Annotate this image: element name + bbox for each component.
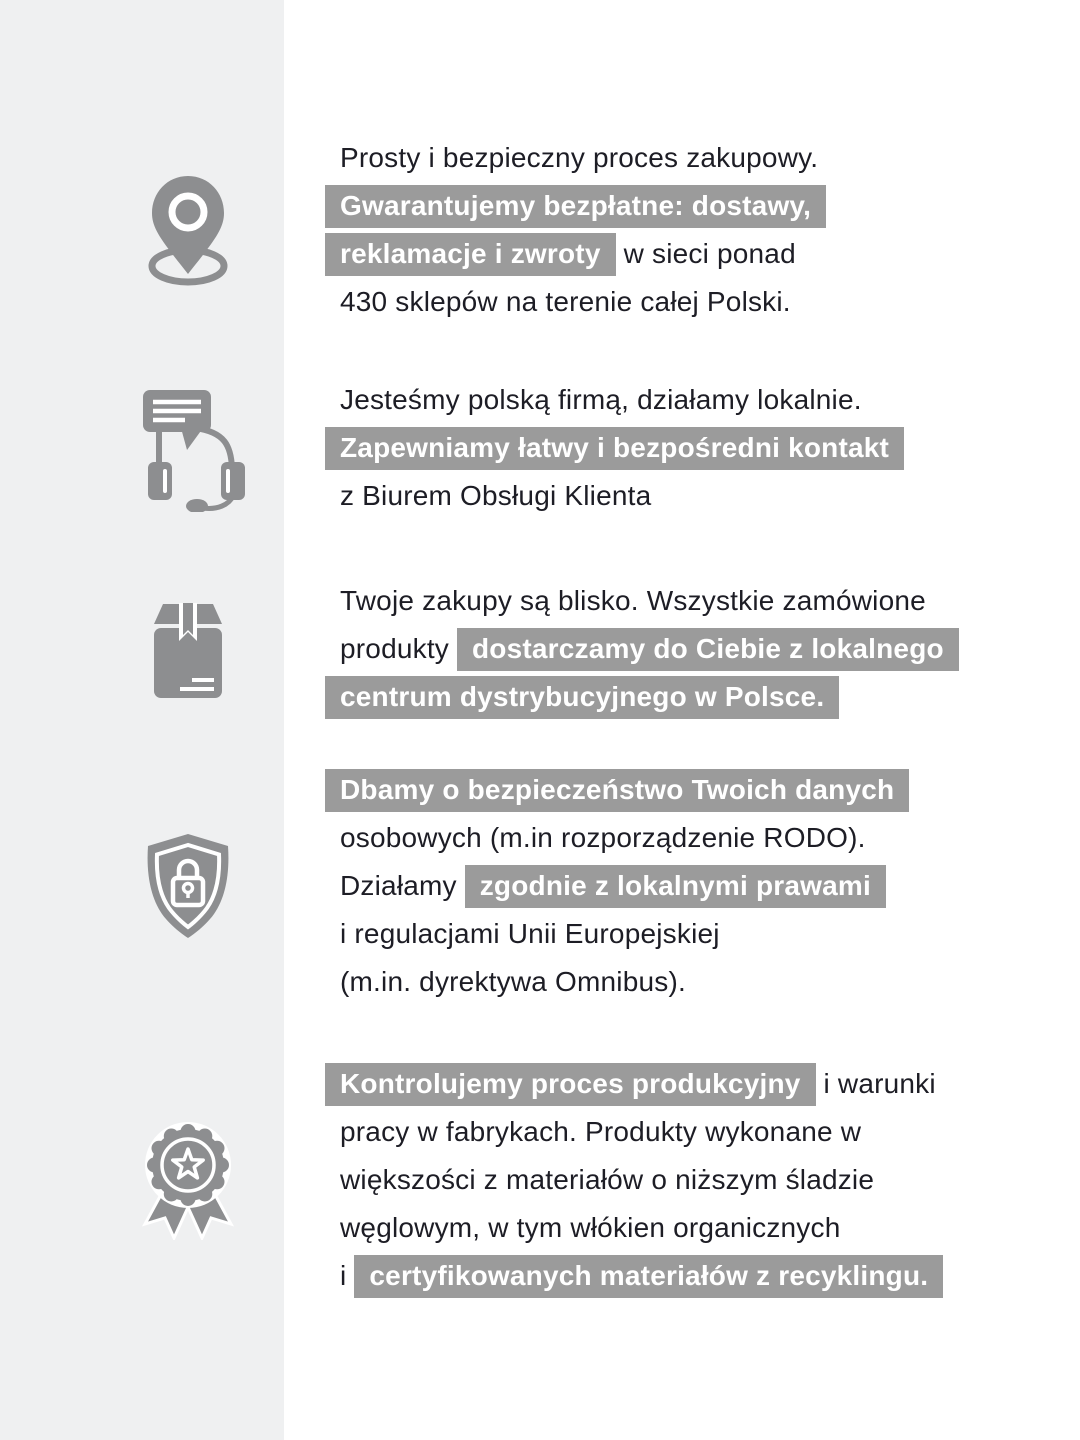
plain-text: Prosty i bezpieczny proces zakupowy.	[340, 142, 819, 173]
plain-text: i	[340, 1260, 355, 1291]
highlighted-text: Dbamy o bezpieczeństwo Twoich danych	[325, 769, 909, 812]
section-text	[284, 134, 826, 326]
icon-cell	[0, 376, 284, 520]
plain-text: i regulacjami Unii Europejskiej	[340, 918, 720, 949]
plain-text: pracy w fabrykach. Produkty wykonane w	[340, 1116, 862, 1147]
section-text	[284, 376, 904, 520]
plain-text: osobowych (m.in rozporządzenie RODO).	[340, 822, 866, 853]
plain-text: z Biurem Obsługi Klienta	[340, 480, 652, 511]
text-line	[340, 1060, 943, 1108]
plain-text: Twoje zakupy są blisko. Wszystkie zamówione	[340, 585, 926, 616]
text-line	[340, 182, 826, 230]
text-line	[340, 625, 959, 673]
highlighted-text: centrum dystrybucyjnego w Polsce.	[325, 676, 839, 719]
text-line	[340, 134, 826, 182]
plain-text: produkty	[340, 633, 457, 664]
plain-text: węglowym, w tym włókien organicznych	[340, 1212, 841, 1243]
highlighted-text: Kontrolujemy proces produkcyjny	[325, 1063, 816, 1106]
text-line	[340, 814, 909, 862]
text-line	[340, 1156, 943, 1204]
text-line	[340, 278, 826, 326]
shield-lock-icon	[140, 831, 236, 941]
info-section-data-security	[0, 766, 1080, 1006]
text-line	[340, 1204, 943, 1252]
icon-cell	[0, 1060, 284, 1300]
text-line	[340, 910, 909, 958]
award-badge-icon	[136, 1120, 240, 1240]
highlighted-text: reklamacje i zwroty	[325, 233, 616, 276]
plain-text: w sieci ponad	[615, 238, 796, 269]
info-section-contact	[0, 376, 1080, 520]
highlighted-text: zgodnie z lokalnymi prawami	[465, 865, 886, 908]
plain-text: Działamy	[340, 870, 465, 901]
highlighted-text: Zapewniamy łatwy i bezpośredni kontakt	[325, 427, 904, 470]
icon-cell	[0, 766, 284, 1006]
info-section-stores	[0, 134, 1080, 326]
text-line	[340, 424, 904, 472]
text-line	[340, 230, 826, 278]
highlighted-text: dostarczamy do Ciebie z lokalnego	[457, 628, 959, 671]
text-line	[340, 766, 909, 814]
text-line	[340, 472, 904, 520]
location-pin-icon	[140, 172, 236, 288]
plain-text: (m.in. dyrektywa Omnibus).	[340, 966, 686, 997]
plain-text: większości z materiałów o niższym śladzie	[340, 1164, 875, 1195]
text-line	[340, 1252, 943, 1300]
headset-chat-icon	[129, 384, 247, 512]
highlighted-text: Gwarantujemy bezpłatne: dostawy,	[325, 185, 826, 228]
info-section-production-quality	[0, 1060, 1080, 1300]
plain-text: i warunki	[815, 1068, 936, 1099]
package-box-icon	[148, 596, 228, 702]
highlighted-text: certyfikowanych materiałów z recyklingu.	[354, 1255, 943, 1298]
plain-text: 430 sklepów na terenie całej Polski.	[340, 286, 791, 317]
section-text	[284, 766, 909, 1006]
text-line	[340, 577, 959, 625]
section-text	[284, 577, 959, 721]
info-section-delivery	[0, 577, 1080, 721]
text-line	[340, 958, 909, 1006]
icon-cell	[0, 577, 284, 721]
section-text	[284, 1060, 943, 1300]
plain-text: Jesteśmy polską firmą, działamy lokalnie.	[340, 384, 862, 415]
text-line	[340, 673, 959, 721]
text-line	[340, 862, 909, 910]
icon-cell	[0, 134, 284, 326]
text-line	[340, 1108, 943, 1156]
text-line	[340, 376, 904, 424]
